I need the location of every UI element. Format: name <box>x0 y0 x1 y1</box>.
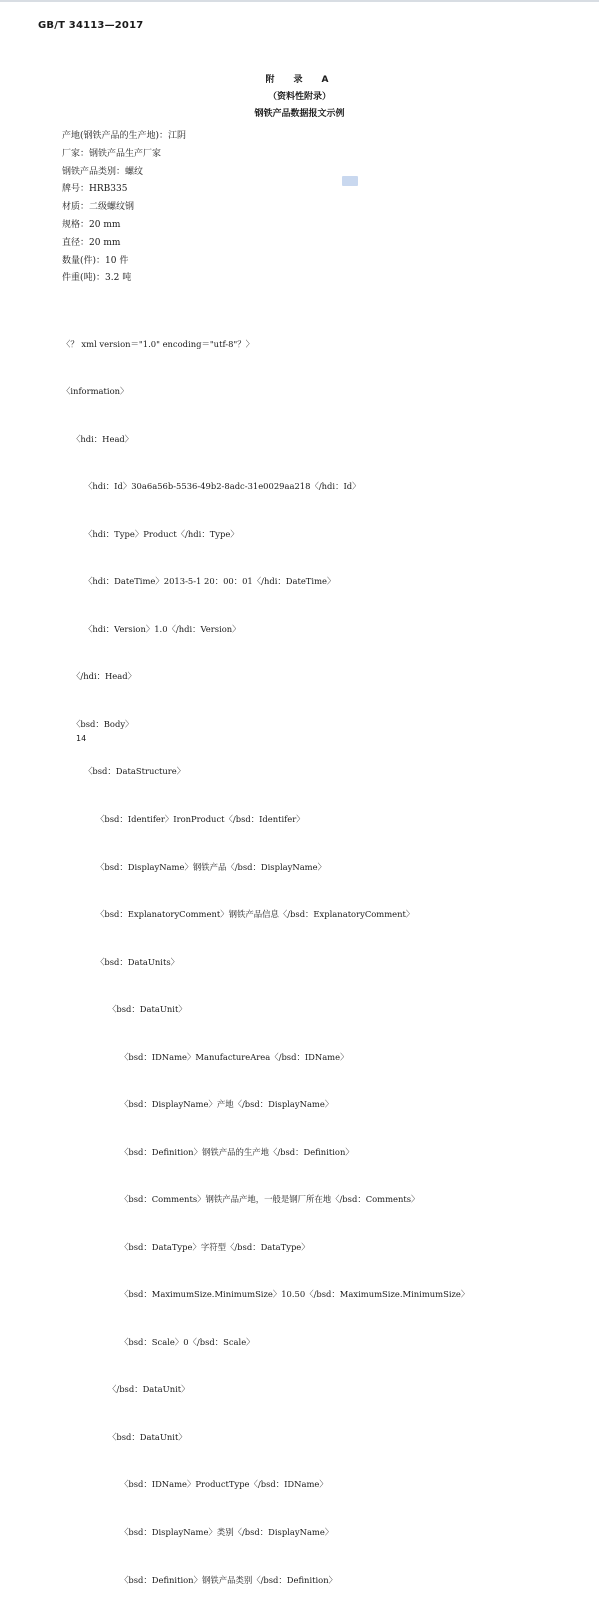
xml-line: 〈bsd：IDName〉ManufactureArea〈/bsd：IDName〉 <box>120 1051 349 1062</box>
xml-line: 〈bsd：DataStructure〉 <box>84 766 186 777</box>
product-info-line: 厂家：钢铁产品生产厂家 <box>62 148 162 159</box>
xml-line: 〈hdi：Head〉 <box>72 433 134 444</box>
xml-line: 〈bsd：Definition〉钢铁产品的生产地〈/bsd：Definition〉 <box>120 1146 354 1157</box>
xml-line: 〈bsd：DataType〉字符型〈/bsd：DataType〉 <box>120 1241 310 1252</box>
stamp-mark <box>342 176 358 186</box>
xml-line: 〈hdi：Type〉Product〈/hdi：Type〉 <box>84 528 239 539</box>
xml-line: 〈bsd：DisplayName〉产地〈/bsd：DisplayName〉 <box>120 1099 334 1110</box>
product-info-line: 产地(钢铁产品的生产地)：江阴 <box>62 131 187 141</box>
appendix-type: （资料性附录） <box>267 92 331 102</box>
xml-line: 〈bsd：DisplayName〉类别〈/bsd：DisplayName〉 <box>120 1526 334 1537</box>
top-divider <box>0 0 599 2</box>
xml-line: 〈bsd：Definition〉钢铁产品类别〈/bsd：Definition〉 <box>120 1574 337 1585</box>
xml-line: 〈bsd：DisplayName〉钢铁产品〈/bsd：DisplayName〉 <box>96 861 326 872</box>
xml-line: 〈/hdi：Head〉 <box>72 671 136 682</box>
xml-line: 〈bsd：MaximumSize.MinimumSize〉10.50〈/bsd：MaximumSize.MinimumSize〉 <box>120 1289 470 1300</box>
xml-line: 〈？ xml version＝"1.0" encoding＝"utf-8"？〉 <box>62 338 255 349</box>
xml-line: 〈bsd：Comments〉钢铁产品产地，一般是钢厂所在地〈/bsd：Comments〉 <box>120 1194 420 1205</box>
xml-line: 〈bsd：DataUnit〉 <box>108 1004 187 1015</box>
xml-line: 〈information〉 <box>62 386 129 397</box>
xml-line: 〈bsd：DataUnits〉 <box>96 956 180 967</box>
xml-line: 〈/bsd：DataUnit〉 <box>108 1384 190 1395</box>
product-info-line: 牌号：HRB335 <box>62 184 128 195</box>
xml-line: 〈bsd：Body〉 <box>72 718 134 729</box>
xml-line: 〈hdi：Id〉30a6a56b-5536-49b2-8adc-31e0029aa218〈/hdi：Id〉 <box>84 481 361 492</box>
xml-line: 〈bsd：DataUnit〉 <box>108 1431 187 1442</box>
standard-id: GB/T 34113—2017 <box>38 20 144 31</box>
xml-line: 〈hdi：Version〉1.0〈/hdi：Version〉 <box>84 623 241 634</box>
product-info-line: 规格：20 mm <box>62 219 121 230</box>
product-info-list <box>62 128 186 288</box>
product-info-line: 件重(吨)：3.2 吨 <box>62 273 132 284</box>
appendix-title: 附 录 A <box>265 75 334 85</box>
xml-line: 〈bsd：Identifer〉IronProduct〈/bsd：Identifer〉 <box>96 814 305 824</box>
xml-line: 〈bsd：IDName〉ProductType〈/bsd：IDName〉 <box>120 1479 328 1490</box>
page-number: 14 <box>76 734 87 743</box>
xml-code-block <box>62 305 582 1620</box>
xml-line: 〈hdi：DateTime〉2013-5-1 20：00：01〈/hdi：DateTime〉 <box>84 576 336 587</box>
product-info-line: 数量(件)：10 件 <box>62 255 129 266</box>
appendix-subtitle: 钢铁产品数据报文示例 <box>254 109 345 119</box>
product-info-line: 直径：20 mm <box>62 237 121 248</box>
product-info-line: 钢铁产品类别：螺纹 <box>62 166 144 177</box>
xml-line: 〈bsd：Scale〉0〈/bsd：Scale〉 <box>120 1336 255 1347</box>
appendix-heading <box>0 72 599 123</box>
xml-line: 〈bsd：ExplanatoryComment〉钢铁产品信息〈/bsd：ExplanatoryComment〉 <box>96 909 415 920</box>
product-info-line: 材质：二级螺纹钢 <box>62 202 135 213</box>
